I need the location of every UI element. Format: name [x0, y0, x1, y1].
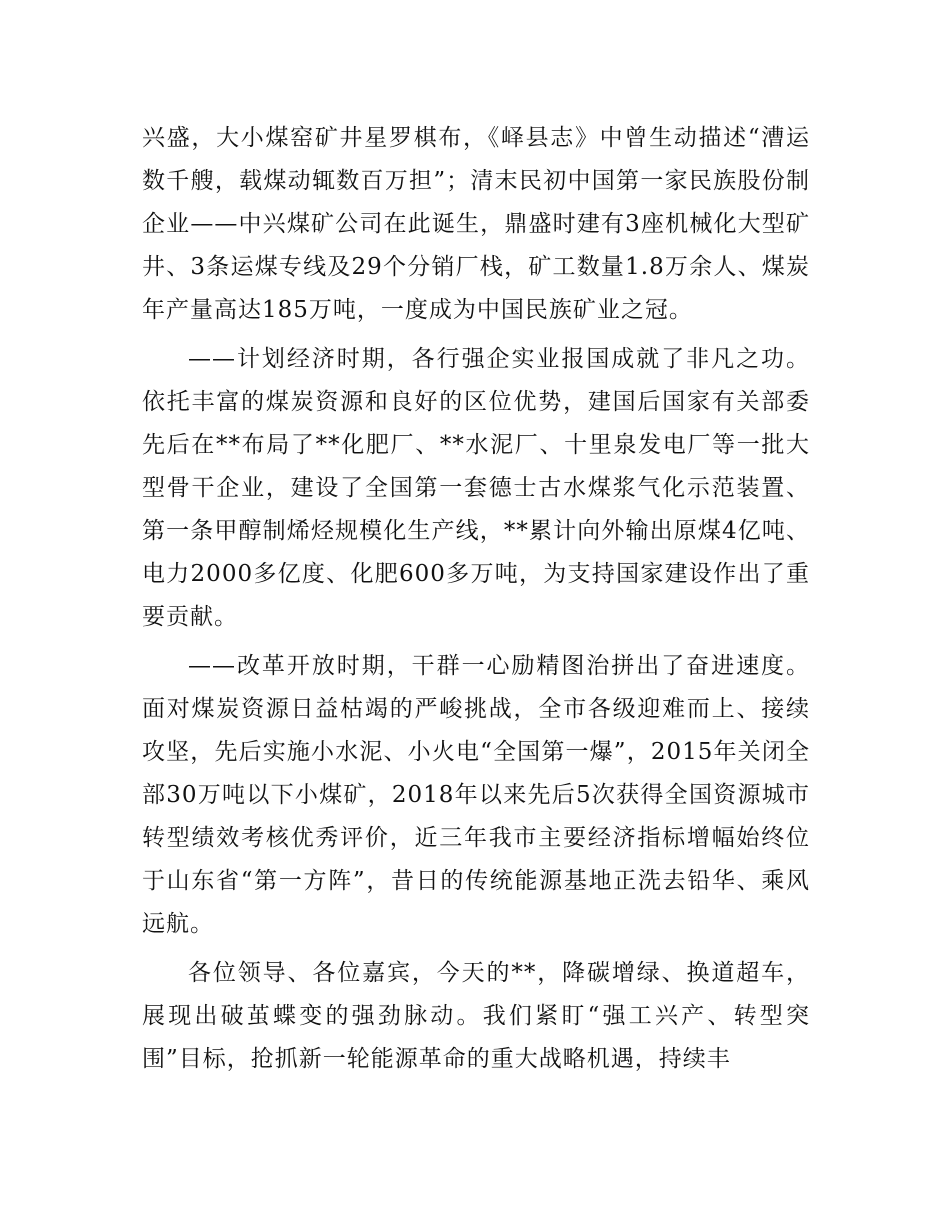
paragraph-reform-era: ——改革开放时期，干群一心励精图治拼出了奋进速度。面对煤炭资源日益枯竭的严峻挑战，全市各级迎难而上、接续攻坚，先后实施小水泥、小火电“全国第一爆”，2015年关闭全部30万吨以下小煤矿，2018年以来先后5次获得全国资源城市转型绩效考核优秀评价，近三年我市主要经济指标增幅始终位于山东省“第一方阵”，昔日的传统能源基地正洗去铅华、乘风远航。: [142, 653, 810, 937]
body-text: [142, 117, 810, 1087]
paragraph-continuation: 兴盛，大小煤窑矿井星罗棋布，《峄县志》中曾生动描述“漕运数千艘，载煤动辄数百万担”；清末民初中国第一家民族股份制企业——中兴煤矿公司在此诞生，鼎盛时建有3座机械化大型矿井、3条运煤专线及29个分销厂栈，矿工数量1.8万余人、煤炭年产量高达185万吨，一度成为中国民族矿业之冠。: [142, 125, 810, 323]
paragraph-planned-economy: ——计划经济时期，各行强企实业报国成就了非凡之功。依托丰富的煤炭资源和良好的区位优势，建国后国家有关部委先后在**布局了**化肥厂、**水泥厂、十里泉发电厂等一批大型骨干企业，建设了全国第一套德士古水煤浆气化示范装置、第一条甲醇制烯烃规模化生产线，**累计向外输出原煤4亿吨、电力2000多亿度、化肥600多万吨，为支持国家建设作出了重要贡献。: [142, 346, 810, 630]
paragraph-today: 各位领导、各位嘉宾，今天的**，降碳增绿、换道超车，展现出破茧蝶变的强劲脉动。我们紧盯“强工兴产、转型突围”目标，抢抓新一轮能源革命的重大战略机遇，持续丰: [142, 960, 810, 1072]
